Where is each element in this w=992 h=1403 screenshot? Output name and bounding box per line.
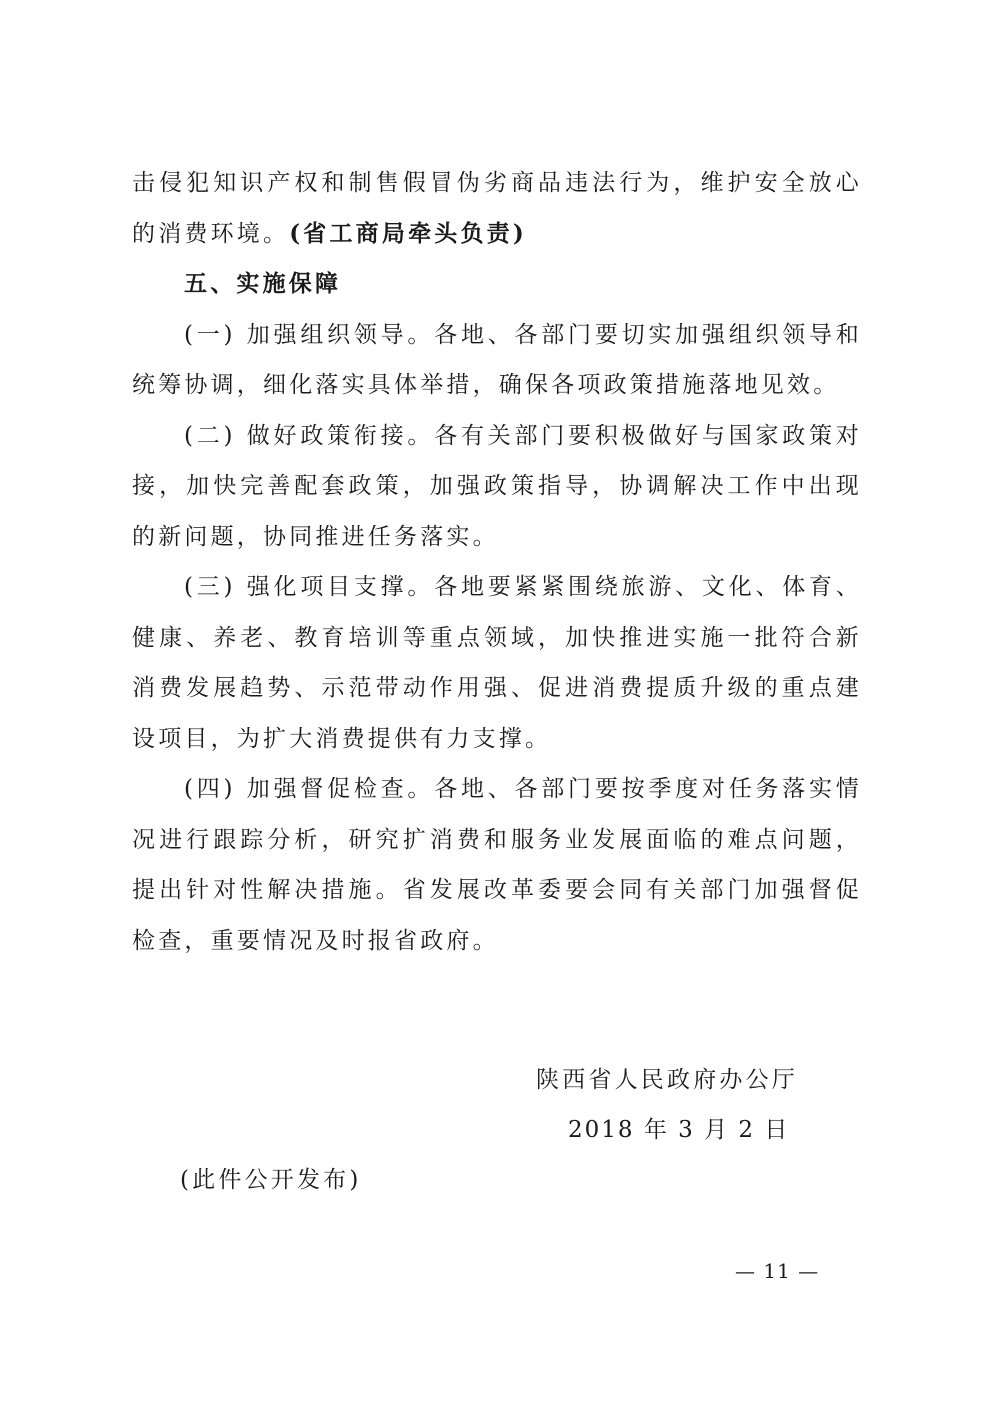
page-number: — 11 — xyxy=(735,1259,820,1283)
paragraph-continuation xyxy=(132,158,862,259)
paragraph-supervision-inspection: (四) 加强督促检查。各地、各部门要按季度对任务落实情况进行跟踪分析，研究扩消费和服务业发展面临的难点问题，提出针对性解决措施。省发展改革委要会同有关部门加强督促检查，重要情况及时报省政府。 xyxy=(132,776,862,954)
paragraph-policy-connection: (二) 做好政策衔接。各有关部门要积极做好与国家政策对接，加快完善配套政策，加强政策指导，协调解决工作中出现的新问题，协同推进任务落实。 xyxy=(132,422,862,550)
paragraph-organization-leadership: (一) 加强组织领导。各地、各部门要切实加强组织领导和统筹协调，细化落实具体举措，确保各项政策措施落地见效。 xyxy=(132,321,862,398)
section-heading: 五、实施保障 xyxy=(184,270,342,297)
responsible-department-note: (省工商局牵头负责) xyxy=(289,219,527,247)
paragraph-continuation-text: 击侵犯知识产权和制售假冒伪劣商品违法行为，维护安全放心的消费环境。 xyxy=(132,170,862,247)
document-body xyxy=(132,158,862,966)
paragraph-project-support: (三) 强化项目支撑。各地要紧紧围绕旅游、文化、体育、健康、养老、教育培训等重点领域，加快推进实施一批符合新消费发展趋势、示范带动作用强、促进消费提质升级的重点建设项目，为扩大消费提供有力支撑。 xyxy=(132,574,862,752)
signature-date: 2018 年 3 月 2 日 xyxy=(568,1117,790,1143)
public-release-note: (此件公开发布) xyxy=(180,1167,362,1193)
signature-organization: 陕西省人民政府办公厅 xyxy=(536,1067,798,1093)
